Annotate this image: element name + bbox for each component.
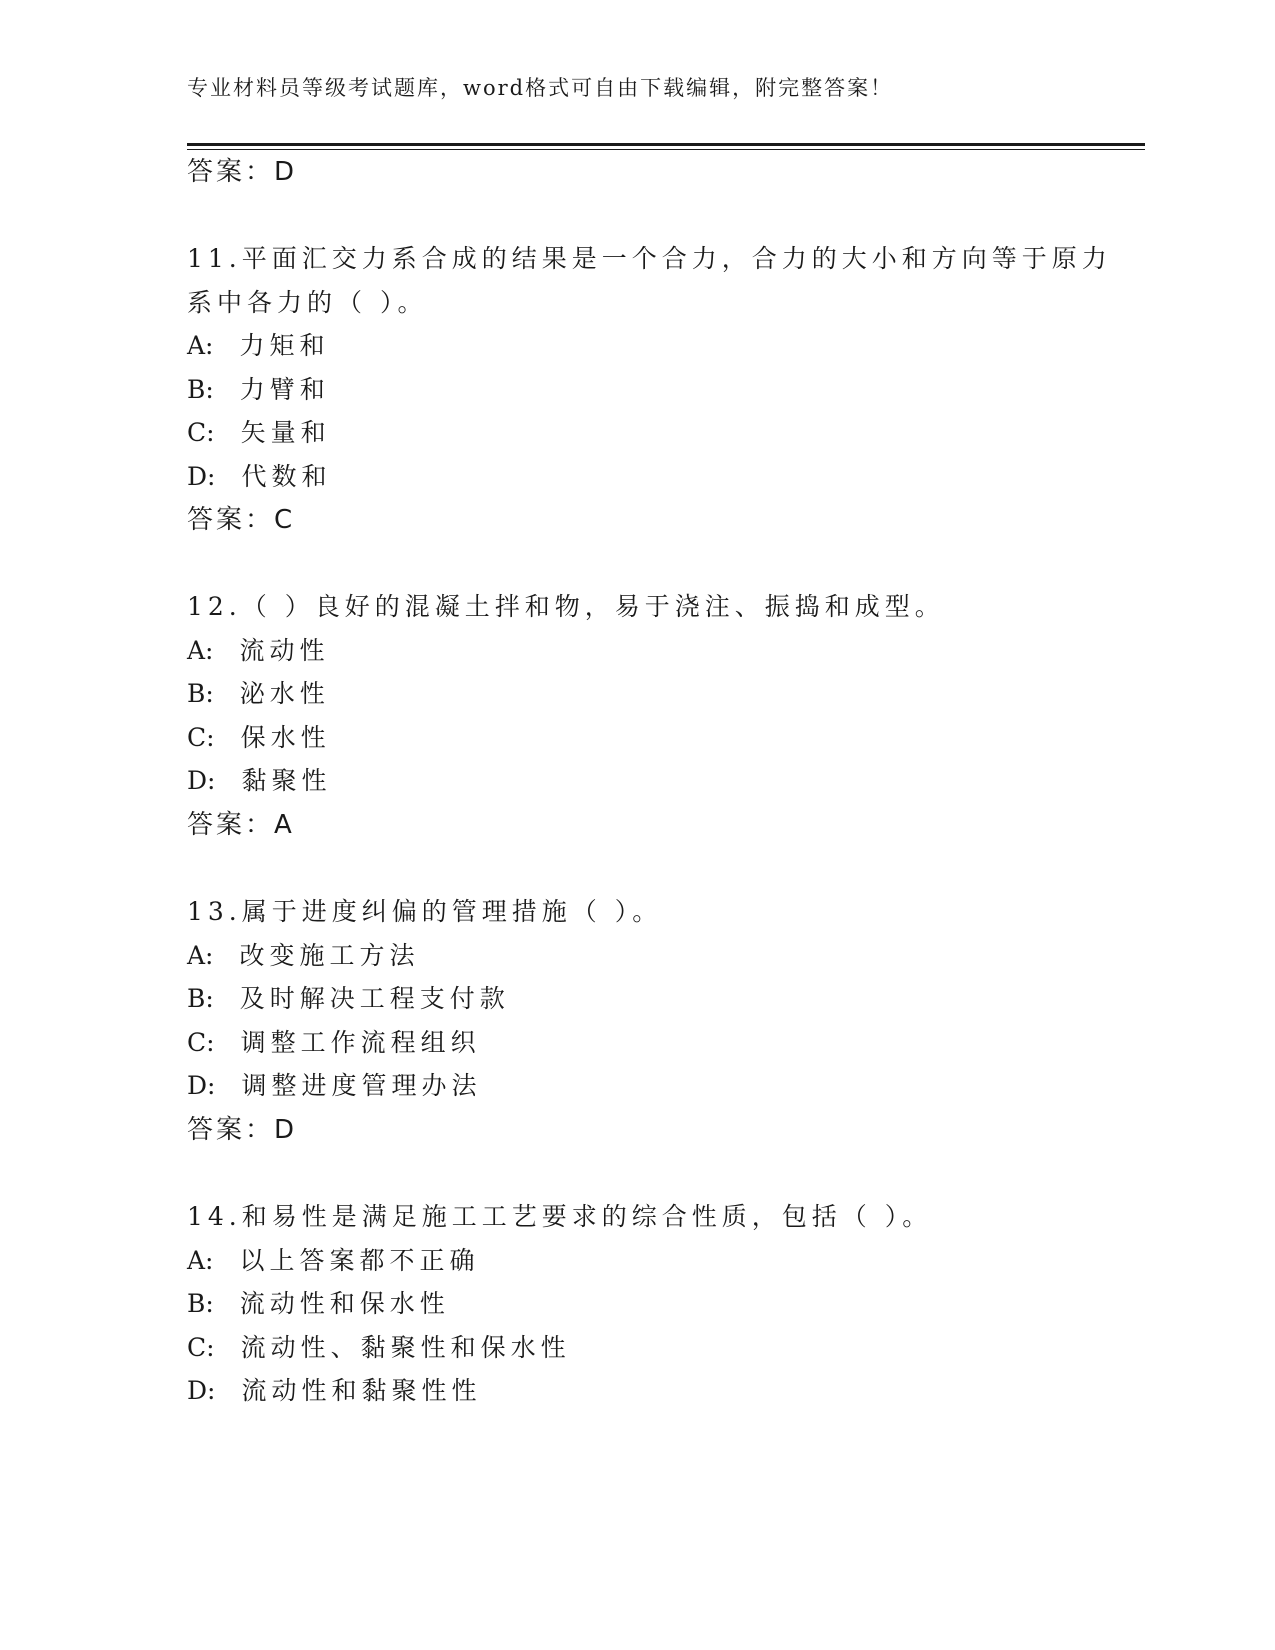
question-stem: 11.平面汇交力系合成的结果是一个合力，合力的大小和方向等于原力 (187, 244, 1112, 273)
option-letter: D: (187, 1376, 216, 1405)
answer: 答案：C (187, 505, 296, 535)
option-text: 泌水性 (239, 679, 330, 708)
option-text: 流动性 (239, 636, 330, 665)
option-text: 保水性 (240, 723, 331, 752)
option-letter: D: (187, 1071, 216, 1100)
header-rule-thin (187, 149, 1145, 150)
option-text: 以上答案都不正确 (239, 1246, 480, 1275)
option-d (187, 766, 331, 796)
option-text: 改变施工方法 (239, 941, 420, 970)
question-stem: 14.和易性是满足施工工艺要求的综合性质，包括（ ）。 (187, 1202, 933, 1231)
option-d (187, 1071, 481, 1101)
option-b (187, 375, 330, 405)
option-d (187, 1376, 481, 1406)
option-text: 矢量和 (240, 418, 331, 447)
option-a (187, 941, 420, 971)
option-c (187, 1333, 571, 1363)
option-letter: A: (187, 636, 214, 665)
header-rule-thick (187, 143, 1145, 146)
option-c (187, 1028, 481, 1058)
option-letter: A: (187, 941, 214, 970)
answer: 答案：A (187, 810, 295, 840)
question-stem-continued: 系中各力的（ ）。 (187, 288, 428, 317)
option-text: 及时解决工程支付款 (239, 984, 510, 1013)
option-letter: B: (187, 375, 214, 404)
option-text: 力矩和 (239, 331, 330, 360)
option-letter: C: (187, 1333, 215, 1362)
option-text: 流动性、黏聚性和保水性 (240, 1333, 571, 1362)
option-text: 代数和 (241, 462, 332, 491)
answer: 答案：D (187, 1115, 298, 1145)
option-letter: C: (187, 1028, 215, 1057)
option-letter: D: (187, 462, 216, 491)
option-letter: D: (187, 766, 216, 795)
option-letter: A: (187, 1246, 214, 1275)
option-text: 力臂和 (239, 375, 330, 404)
option-a (187, 1246, 480, 1276)
option-b (187, 984, 510, 1014)
option-a (187, 636, 330, 666)
option-text: 黏聚性 (241, 766, 332, 795)
option-text: 调整工作流程组织 (240, 1028, 481, 1057)
previous-answer: 答案：D (187, 157, 298, 187)
option-d (187, 462, 331, 492)
option-c (187, 418, 331, 448)
option-letter: B: (187, 984, 214, 1013)
option-b (187, 1289, 450, 1319)
option-letter: C: (187, 418, 215, 447)
option-text: 调整进度管理办法 (241, 1071, 482, 1100)
question-stem: 13.属于进度纠偏的管理措施（ ）。 (187, 897, 663, 926)
option-letter: B: (187, 1289, 214, 1318)
page-header: 专业材料员等级考试题库，word格式可自由下载编辑，附完整答案！ (187, 76, 894, 100)
option-c (187, 723, 331, 753)
option-letter: B: (187, 679, 214, 708)
option-letter: A: (187, 331, 214, 360)
question-stem: 12.（ ）良好的混凝土拌和物，易于浇注、振捣和成型。 (187, 592, 945, 621)
option-letter: C: (187, 723, 215, 752)
option-b (187, 679, 330, 709)
option-a (187, 331, 330, 361)
option-text: 流动性和保水性 (239, 1289, 450, 1318)
option-text: 流动性和黏聚性性 (241, 1376, 482, 1405)
